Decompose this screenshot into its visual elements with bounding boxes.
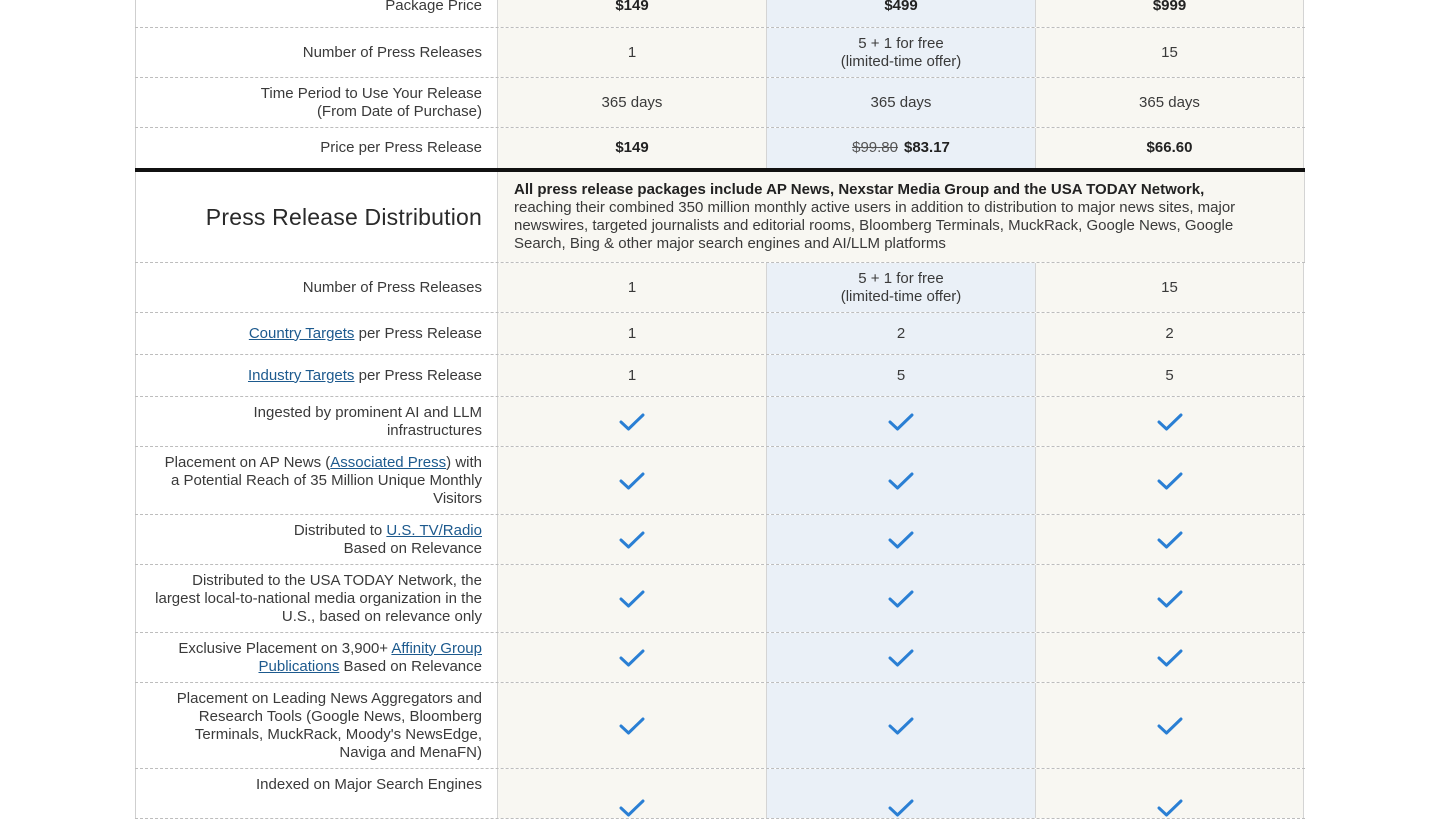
checkmark-icon (1157, 589, 1183, 609)
label-prefix: Distributed to (293, 521, 387, 539)
row-number-of-releases (135, 28, 1305, 78)
checkmark-icon (1157, 716, 1183, 736)
row-search-engines (135, 769, 1305, 819)
plan-basic-price: $149 (497, 0, 766, 27)
checkmark-icon (619, 412, 645, 432)
plan-premium-included (1035, 515, 1304, 564)
row-label (135, 515, 497, 564)
description-text: reaching their combined 350 million monthly active users in addition to distribution to major news sites, major newswires, targeted journalists and editorial rooms, Bloomberg Terminals, MuckRack, Google News, Google Search, Bing & other major search engines and AI/LLM platforms (514, 199, 1236, 252)
plan-basic-value: $149 (497, 128, 766, 168)
plan-pro-price: $499 (766, 0, 1035, 27)
plan-basic-included (497, 683, 766, 768)
row-label: Number of Press Releases (135, 263, 497, 312)
plan-basic-value: 1 (497, 263, 766, 312)
checkmark-icon (1157, 471, 1183, 491)
plan-premium-included (1035, 447, 1304, 514)
plan-pro-included (766, 397, 1035, 446)
checkmark-icon (619, 589, 645, 609)
row-country-targets (135, 313, 1305, 355)
plan-basic-value: 365 days (497, 78, 766, 127)
checkmark-icon (619, 471, 645, 491)
row-label (135, 683, 497, 768)
value-text: 5 + 1 for free (858, 34, 944, 52)
row-label (135, 447, 497, 514)
plan-basic-included (497, 397, 766, 446)
label-prefix: Placement on AP News ( (164, 453, 331, 471)
checkmark-icon (888, 648, 914, 668)
plan-pro-value (766, 128, 1035, 168)
row-label: Number of Press Releases (135, 28, 497, 77)
plan-basic-included (497, 633, 766, 682)
label-line: Time Period to Use Your Release (260, 84, 482, 102)
row-label (135, 78, 497, 127)
distribution-description (497, 172, 1305, 262)
plan-premium-included (1035, 565, 1304, 632)
plan-pro-included (766, 447, 1035, 514)
checkmark-icon (1157, 648, 1183, 668)
plan-pro-value: 365 days (766, 78, 1035, 127)
row-label: Package Price (135, 0, 497, 27)
plan-basic-included (497, 515, 766, 564)
label-suffix: per Press Release (354, 324, 482, 342)
country-targets-link[interactable]: Country Targets (248, 324, 355, 342)
plan-premium-value: 5 (1035, 355, 1304, 396)
original-price: $99.80 (852, 139, 898, 156)
checkmark-icon (888, 798, 914, 818)
row-price-per-release (135, 128, 1305, 172)
row-distribution-releases (135, 263, 1305, 313)
row-tv-radio (135, 515, 1305, 565)
plan-premium-included (1035, 397, 1304, 446)
description-bold: All press release packages include AP News, Nexstar Media Group and the USA TODAY Network, (514, 181, 1205, 198)
row-label (135, 355, 497, 396)
industry-targets-link[interactable]: Industry Targets (247, 366, 355, 384)
plan-premium-price: $999 (1035, 0, 1304, 27)
plan-pro-included (766, 515, 1035, 564)
plan-pro-value (766, 263, 1035, 312)
pricing-comparison-table (135, 0, 1305, 819)
section-heading: Press Release Distribution (135, 172, 497, 262)
row-usa-today (135, 565, 1305, 633)
label-text: Placement on Leading News Aggregators and Research Tools (Google News, Bloomberg Terminals, MuckRack, Moody's NewsEdge, Naviga and MenaFN) (176, 689, 482, 761)
plan-premium-included (1035, 633, 1304, 682)
label-suffix: Based on Relevance (339, 657, 482, 675)
row-package-price (135, 0, 1305, 28)
plan-premium-value: 365 days (1035, 78, 1304, 127)
checkmark-icon (1157, 798, 1183, 818)
plan-premium-value: 2 (1035, 313, 1304, 354)
plan-basic-included (497, 565, 766, 632)
plan-pro-value: 2 (766, 313, 1035, 354)
checkmark-icon (619, 716, 645, 736)
row-label: Price per Press Release (135, 128, 497, 168)
row-label (135, 769, 497, 818)
checkmark-icon (619, 798, 645, 818)
label-text: Indexed on Major Search Engines (256, 776, 482, 793)
row-aggregators (135, 683, 1305, 769)
plan-basic-included (497, 769, 766, 818)
plan-premium-included (1035, 769, 1304, 818)
offer-note: (limited-time offer) (840, 287, 962, 305)
checkmark-icon (888, 589, 914, 609)
checkmark-icon (888, 471, 914, 491)
row-distribution-header (135, 172, 1305, 263)
row-ap-news (135, 447, 1305, 515)
value-text: 5 + 1 for free (858, 269, 944, 287)
label-text: Distributed to the USA TODAY Network, the largest local-to-national media organization in the U.S., based on relevance only (155, 571, 482, 625)
row-time-period (135, 78, 1305, 128)
row-label (135, 397, 497, 446)
associated-press-link[interactable]: Associated Press (330, 453, 447, 471)
plan-pro-included (766, 633, 1035, 682)
plan-pro-value: 5 (766, 355, 1035, 396)
label-suffix: per Press Release (354, 366, 482, 384)
label-line: (From Date of Purchase) (316, 102, 482, 120)
label-suffix: ) with a Potential Reach of 35 Million Unique Monthly Visitors (170, 453, 482, 507)
discounted-price: $83.17 (904, 139, 950, 156)
row-label (135, 565, 497, 632)
row-affinity (135, 633, 1305, 683)
plan-basic-included (497, 447, 766, 514)
row-ai-ingest (135, 397, 1305, 447)
label-prefix: Exclusive Placement on 3,900+ (178, 639, 392, 657)
checkmark-icon (888, 716, 914, 736)
checkmark-icon (1157, 530, 1183, 550)
plan-pro-value (766, 28, 1035, 77)
plan-premium-value: $66.60 (1035, 128, 1304, 168)
row-label (135, 633, 497, 682)
plan-basic-value: 1 (497, 355, 766, 396)
checkmark-icon (619, 648, 645, 668)
label-text: Ingested by prominent AI and LLM infrastructures (253, 403, 482, 439)
row-industry-targets (135, 355, 1305, 397)
plan-premium-included (1035, 683, 1304, 768)
checkmark-icon (1157, 412, 1183, 432)
plan-premium-value: 15 (1035, 263, 1304, 312)
plan-pro-included (766, 683, 1035, 768)
row-label (135, 313, 497, 354)
checkmark-icon (619, 530, 645, 550)
plan-pro-included (766, 769, 1035, 818)
plan-basic-value: 1 (497, 28, 766, 77)
plan-basic-value: 1 (497, 313, 766, 354)
plan-premium-value: 15 (1035, 28, 1304, 77)
affinity-group-link[interactable]: Affinity Group Publications (258, 639, 482, 675)
checkmark-icon (888, 530, 914, 550)
us-tv-radio-link[interactable]: U.S. TV/Radio (386, 521, 482, 539)
offer-note: (limited-time offer) (840, 52, 962, 70)
label-suffix: Based on Relevance (343, 539, 482, 557)
checkmark-icon (888, 412, 914, 432)
plan-pro-included (766, 565, 1035, 632)
